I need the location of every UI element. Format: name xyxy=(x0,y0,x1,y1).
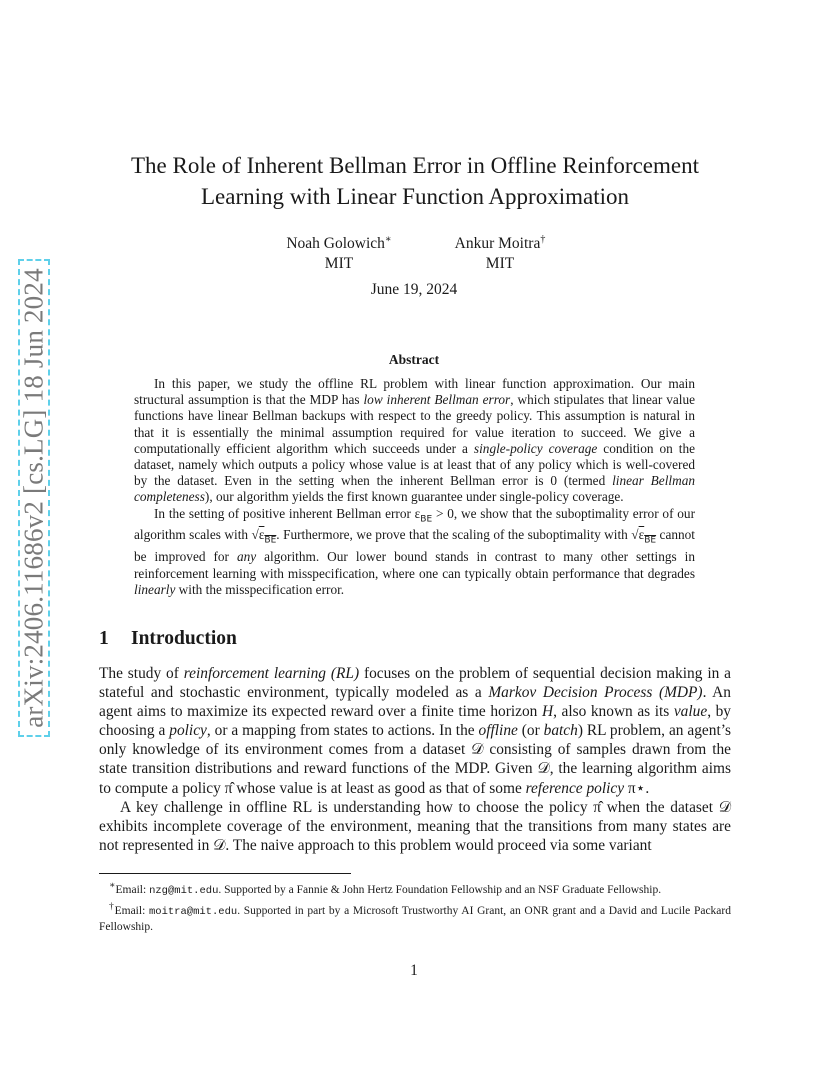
author-2-name: Ankur Moitra xyxy=(454,235,541,253)
body-text: , also known as its xyxy=(553,703,674,721)
body-emphasis: reference policy xyxy=(525,779,625,797)
intro-body xyxy=(99,664,731,855)
abstract-emphasis: linearly xyxy=(134,581,176,597)
abstract-text: condition on the dataset, namely which outputs a policy whose value is at least that of any policy which is well-covered by the dataset. Even in the setting when the inherent Bellman error is 0 (termed xyxy=(134,440,696,489)
body-text: ) RL problem, an agent’s only knowledge of its environment comes from a dataset 𝒟 consisting of samples drawn from the state transition distributions and reward functions of the MDP. Given 𝒟, the learning algorithm aims to compute a policy π̂ whose value is at least as good as that of some xyxy=(99,722,731,797)
footnote-label: Email: xyxy=(114,904,149,917)
abstract-text: ), our algorithm yields the first known guarantee under single-policy coverage. xyxy=(204,489,624,505)
footnote-mark: ∗ xyxy=(109,880,116,891)
author-1-name: Noah Golowich xyxy=(286,235,385,253)
footnote-mark: † xyxy=(109,900,115,912)
body-emphasis: Markov Decision Process (MDP) xyxy=(488,684,703,702)
footnote-label: Email: xyxy=(115,883,150,896)
author-2-mark: † xyxy=(540,234,546,245)
math-subscript: BE xyxy=(420,514,433,525)
footnote-email-link[interactable]: nzg@mit.edu xyxy=(149,884,219,897)
author-1-affiliation: MIT xyxy=(324,255,354,273)
footnotes xyxy=(99,878,731,935)
footnote-rule xyxy=(99,873,351,874)
title-line-1: The Role of Inherent Bellman Error in Offline Reinforcement xyxy=(131,153,699,178)
abstract-paragraph-2 xyxy=(134,506,695,598)
body-emphasis: offline xyxy=(478,722,518,740)
body-emphasis: policy xyxy=(169,722,207,740)
body-emphasis: batch xyxy=(543,722,578,740)
abstract-text: cannot be improved for xyxy=(134,527,695,565)
body-text: , by choosing a xyxy=(99,703,732,740)
abstract-emphasis: low inherent Bellman error xyxy=(363,392,511,408)
abstract-emphasis: single-policy coverage xyxy=(473,440,598,456)
author-1 xyxy=(272,230,406,274)
page-number: 1 xyxy=(410,962,418,979)
abstract-text: In this paper, we study the offline RL problem with linear function approximation. Our main structural assumption is that the MDP has xyxy=(134,376,695,408)
abstract-paragraph-1 xyxy=(134,376,695,506)
footnote-text: . Supported in part by a Microsoft Trustworthy AI Grant, an ONR grant and a David and Lucile Packard Fellowship. xyxy=(99,904,731,933)
abstract-text: > 0, we show that the suboptimality error of our algorithm scales with √ xyxy=(134,505,696,543)
math-subscript: BE xyxy=(644,536,657,547)
footnote-email-link[interactable]: moitra@mit.edu xyxy=(148,905,238,918)
footnote-1 xyxy=(99,878,731,899)
paper-title xyxy=(98,150,732,212)
author-2 xyxy=(440,230,560,274)
body-text: focuses on the problem of sequential decision making in a stateful and stochastic environment, typically modeled as a xyxy=(99,665,732,702)
body-emphasis: H xyxy=(541,703,554,721)
math-subscript: BE xyxy=(264,536,277,547)
sqrt-argument: $\varepsilon_{BE}$ xyxy=(258,527,277,547)
arxiv-identifier[interactable]: arXiv:2406.11686v2 [cs.LG] 18 Jun 2024 xyxy=(18,268,49,728)
abstract-emphasis: linear Bellman completeness xyxy=(134,473,695,505)
intro-paragraph-1 xyxy=(99,664,731,798)
body-text: (or xyxy=(517,722,544,740)
arxiv-stamp[interactable] xyxy=(18,259,50,737)
body-text: The study of xyxy=(99,665,184,682)
body-text: . An agent aims to maximize its expected reward over a finite time horizon xyxy=(99,684,731,721)
abstract-text: In the setting of positive inherent Bellman error ε xyxy=(154,505,421,521)
abstract-text: with the misspecification error. xyxy=(175,581,345,597)
title-line-2: Learning with Linear Function Approximation xyxy=(201,184,629,209)
abstract-text: algorithm. Our lower bound stands in contrast to many other settings in reinforcement learning with misspecification, where one can typically obtain performance that degrades xyxy=(134,549,696,581)
author-block xyxy=(0,230,828,273)
abstract-heading: Abstract xyxy=(388,352,440,367)
paper-date: June 19, 2024 xyxy=(370,281,458,298)
abstract-text: . Furthermore, we prove that the scaling of the suboptimality with √ xyxy=(276,527,639,543)
footnote-text: . Supported by a Fannie & John Hertz Foundation Fellowship and an NSF Graduate Fellowship. xyxy=(218,883,662,896)
footnote-2 xyxy=(99,899,731,935)
abstract-body xyxy=(134,376,695,598)
sqrt-argument: $\varepsilon_{BE}$ xyxy=(638,527,657,547)
body-text: π⋆. xyxy=(624,779,650,797)
section-title: Introduction xyxy=(131,628,237,649)
author-2-affiliation: MIT xyxy=(485,255,515,273)
abstract-text: , which stipulates that linear value functions have linear Bellman backups with respect to the greedy policy. This assumption is natural in that it is essentially the minimal assumption required for value iteration to succeed. We give a computationally efficient algorithm which succeeds under a xyxy=(134,392,695,456)
author-1-mark: ∗ xyxy=(384,234,392,245)
body-text: , or a mapping from states to actions. In the xyxy=(206,722,479,740)
section-heading xyxy=(99,628,237,650)
section-number: 1 xyxy=(99,628,109,649)
body-emphasis: value xyxy=(673,703,708,721)
intro-paragraph-2: A key challenge in offline RL is understanding how to choose the policy π̂ when the dataset 𝒟 exhibits incomplete coverage of the environment, meaning that the transitions from many states are not represented in 𝒟. The naive approach to this problem would proceed via some variant xyxy=(99,798,731,854)
body-emphasis: reinforcement learning (RL) xyxy=(183,665,360,682)
abstract-emphasis: any xyxy=(236,549,257,565)
